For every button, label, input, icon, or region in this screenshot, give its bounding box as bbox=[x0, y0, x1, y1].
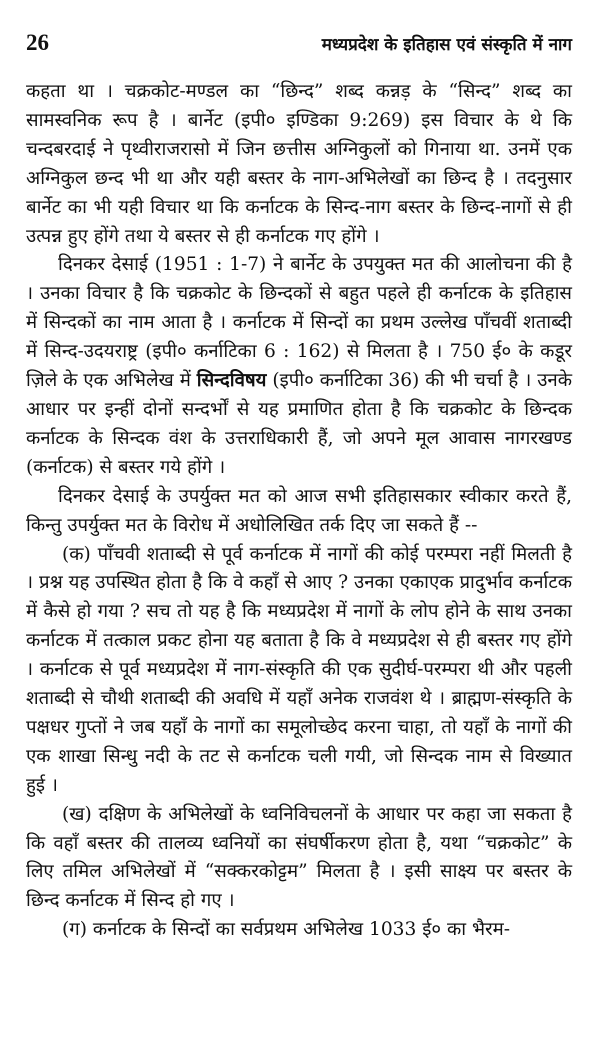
page-header bbox=[26, 30, 572, 78]
point-kha: (ख) दक्षिण के अभिलेखों के ध्वनिविचलनों के आधार पर कहा जा सकता है कि वहाँ बस्तर की तालव्य ध्वनियों का संघर्षीकरण होता है, यथा “चक्रकोट” के लिए तमिल अभिलेखों में “सक्करकोट्टम” मिलता है । इसी साक्ष्य पर बस्तर के छिन्द कर्नाटक में सिन्द हो गए । bbox=[26, 803, 572, 912]
paragraph-2-continuation: (इपी० कर्नाटिका 36) की भी चर्चा है । उनके आधार पर इन्हीं दोनों सन्दर्भों से यह प्रमाणित होता है कि चक्रकोट के छिन्दक कर्नाटक के सिन्दक वंश के उत्तराधिकारी हैं, जो अपने मूल आवास नागरखण्ड (कर्नाटक) से बस्तर गये होंगे । bbox=[26, 370, 572, 478]
paragraph-2-text: दिनकर देसाई (1951 : 1-7) ने बार्नेट के उपयुक्त मत की आलोचना की है । उनका विचार है कि चक्रकोट के छिन्दकों से बहुत पहले ही कर्नाटक के इतिहास में सिन्दकों का नाम आता है । कर्नाटक में सिन्दों का प्रथम उल्लेख पाँचवीं शताब्दी में सिन्द-उदयराष्ट्र (इपी० कर्नाटिका 6 : 162) से मिलता है । 750 ई० के कडूर ज़िले के एक अभिलेख में bbox=[26, 254, 572, 392]
point-ga: (ग) कर्नाटक के सिन्दों का सर्वप्रथम अभिलेख 1033 ई० का भैरम- bbox=[62, 919, 511, 941]
running-title: मध्यप्रदेश के इतिहास एवं संस्कृति में नाग bbox=[321, 35, 572, 55]
page-number: 26 bbox=[26, 30, 49, 55]
highlighted-term: सिन्दविषय bbox=[196, 370, 267, 392]
paragraph-2 bbox=[26, 251, 572, 482]
point-ka: (क) पाँचवी शताब्दी से पूर्व कर्नाटक में नागों की कोई परम्परा नहीं मिलती है । प्रश्न यह उपस्थित होता है कि वे कहाँ से आए ? उनका एकाएक प्रादुर्भाव कर्नाटक में कैसे हो गया ? सच तो यह है कि मध्यप्रदेश में नागों के लोप होने के साथ उनका कर्नाटक में तत्काल प्रकट होना यह बताता है कि वे मध्यप्रदेश से ही बस्तर गए होंगे । कर्नाटक से पूर्व मध्यप्रदेश में नाग-संस्कृति की एक सुदीर्घ-परम्परा थी और पहली शताब्दी से चौथी शताब्दी की अवधि में यहाँ अनेक राजवंश थे । ब्राह्मण-संस्कृति के पक्षधर गुप्तों ने जब यहाँ के नागों का समूलोच्छेद करना चाहा, तो यहाँ के नागों की एक शाखा सिन्धु नदी के तट से कर्नाटक चली गयी, जो सिन्दक नाम से विख्यात हुई । bbox=[26, 543, 572, 796]
body-text bbox=[26, 78, 572, 945]
paragraph-3: दिनकर देसाई के उपर्युक्त मत को आज सभी इतिहासकार स्वीकार करते हैं, किन्तु उपर्युक्त मत के विरोध में अधोलिखित तर्क दिए जा सकते हैं -- bbox=[26, 485, 572, 536]
paragraph-1: कहता था । चक्रकोट-मण्डल का “छिन्द” शब्द कन्नड़ के “सिन्द” शब्द का सामस्वनिक रूप है । बार्नेट (इपी० इण्डिका 9:269) इस विचार के थे कि चन्दबरदाई ने पृथ्वीराजरासो में जिन छत्तीस अग्निकुलों को गिनाया था. उनमें एक अग्निकुल छन्द भी था और यही बस्तर के नाग-अभिलेखों का छिन्द है । तदनुसार बार्नेट का भी यही विचार था कि कर्नाटक के सिन्द-नाग बस्तर के छिन्द-नागों से ही उत्पन्न हुए होंगे तथा ये बस्तर से ही कर्नाटक गए होंगे । bbox=[26, 81, 572, 247]
